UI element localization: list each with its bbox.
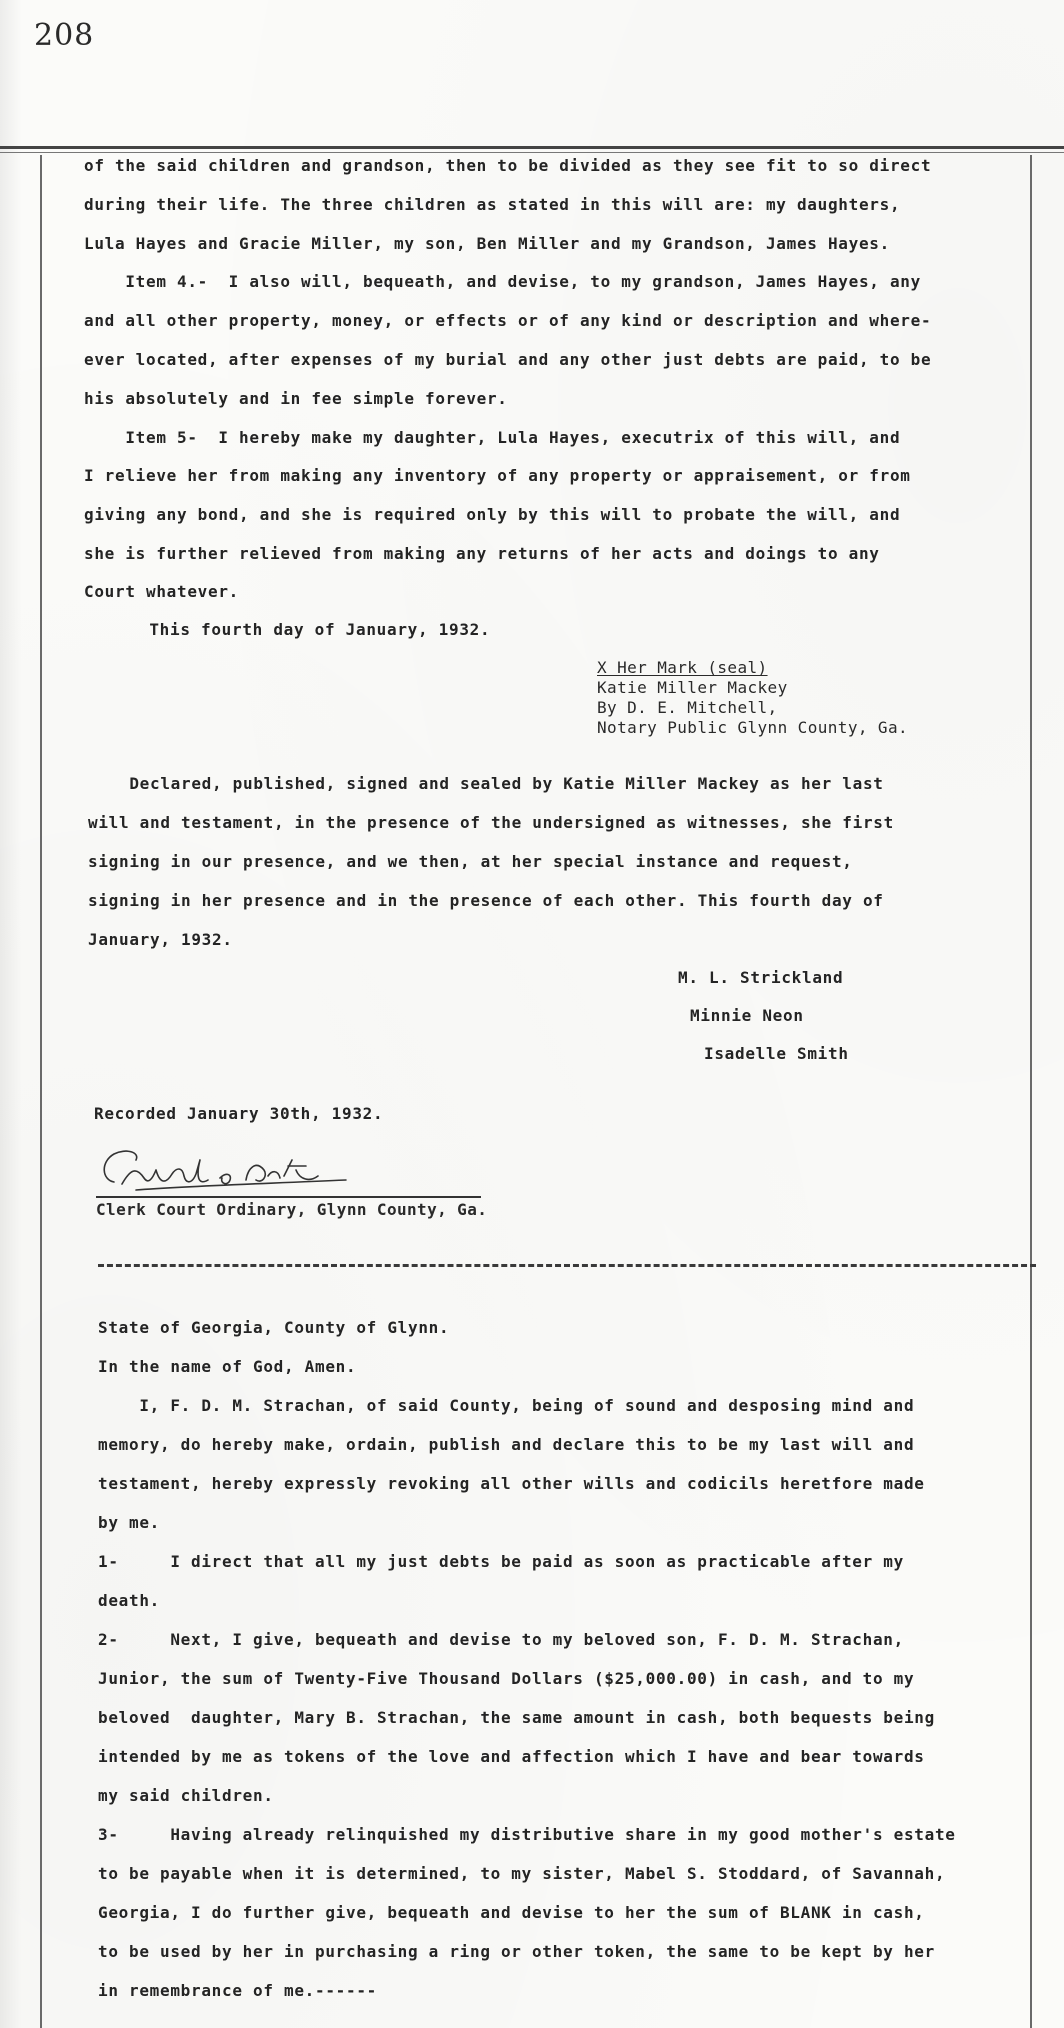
testator-name: Katie Miller Mackey xyxy=(597,678,788,697)
will1-date-line: This fourth day of January, 1932. xyxy=(108,620,491,639)
declaration-line-5: January, 1932. xyxy=(88,930,233,949)
will2-line-13: my said children. xyxy=(98,1786,274,1805)
will2-line-14: 3- Having already relinquished my distributive share in my good mother's estate xyxy=(98,1825,956,1844)
will1-line-10: giving any bond, and she is required only by this will to probate the will, and xyxy=(84,505,901,524)
will2-line-17: to be used by her in purchasing a ring or other token, the same to be kept by her xyxy=(98,1942,935,1961)
will1-line-5: and all other property, money, or effects or of any kind or description and where- xyxy=(84,311,932,330)
will1-line-11: she is further relieved from making any returns of her acts and doings to any xyxy=(84,544,880,563)
notary-title: Notary Public Glynn County, Ga. xyxy=(597,718,909,737)
will2-line-9: 2- Next, I give, bequeath and devise to my beloved son, F. D. M. Strachan, xyxy=(98,1630,904,1649)
will2-line-2: In the name of God, Amen. xyxy=(98,1357,357,1376)
dashed-separator xyxy=(98,1264,1036,1267)
will1-line-3: Lula Hayes and Gracie Miller, my son, Ben Miller and my Grandson, James Hayes. xyxy=(84,234,890,253)
scan-edge-shade xyxy=(0,0,22,2028)
will2-line-11: beloved daughter, Mary B. Strachan, the same amount in cash, both bequests being xyxy=(98,1708,935,1727)
clerk-signature-rule xyxy=(96,1196,481,1198)
will2-line-1: State of Georgia, County of Glynn. xyxy=(98,1318,450,1337)
will2-line-15: to be payable when it is determined, to my sister, Mabel S. Stoddard, of Savannah, xyxy=(98,1864,946,1883)
witness-3: Isadelle Smith xyxy=(704,1044,849,1063)
will2-line-8: death. xyxy=(98,1591,160,1610)
will2-line-18: in remembrance of me.------ xyxy=(98,1981,377,2000)
top-rule-thin xyxy=(0,152,1064,153)
will2-line-6: by me. xyxy=(98,1513,160,1532)
testator-by: By D. E. Mitchell, xyxy=(597,698,778,717)
will1-line-4: Item 4.- I also will, bequeath, and devise, to my grandson, James Hayes, any xyxy=(84,272,921,291)
top-rule xyxy=(0,146,1064,149)
witness-2: Minnie Neon xyxy=(690,1006,804,1025)
will2-line-10: Junior, the sum of Twenty-Five Thousand Dollars ($25,000.00) in cash, and to my xyxy=(98,1669,915,1688)
will1-line-7: his absolutely and in fee simple forever. xyxy=(84,389,508,408)
will1-line-2: during their life. The three children as stated in this will are: my daughters, xyxy=(84,195,901,214)
recorded-date: Recorded January 30th, 1932. xyxy=(94,1104,384,1123)
will1-line-1: of the said children and grandson, then to be divided as they see fit to so direct xyxy=(84,156,932,175)
will2-line-12: intended by me as tokens of the love and affection which I have and bear towards xyxy=(98,1747,925,1766)
declaration-line-1: Declared, published, signed and sealed by Katie Miller Mackey as her last xyxy=(88,774,884,793)
will2-line-4: memory, do hereby make, ordain, publish and declare this to be my last will and xyxy=(98,1435,915,1454)
declaration-line-2: will and testament, in the presence of the undersigned as witnesses, she first xyxy=(88,813,894,832)
left-margin-line xyxy=(40,155,42,2028)
right-margin-line xyxy=(1030,155,1032,2028)
witness-1: M. L. Strickland xyxy=(678,968,844,987)
declaration-line-4: signing in her presence and in the presence of each other. This fourth day of xyxy=(88,891,884,910)
will1-line-8: Item 5- I hereby make my daughter, Lula Hayes, executrix of this will, and xyxy=(84,428,901,447)
clerk-title: Clerk Court Ordinary, Glynn County, Ga. xyxy=(96,1200,488,1219)
page-number: 208 xyxy=(34,18,95,53)
will2-line-7: 1- I direct that all my just debts be paid as soon as practicable after my xyxy=(98,1552,904,1571)
will1-line-12: Court whatever. xyxy=(84,582,239,601)
clerk-handwritten-signature xyxy=(96,1140,356,1200)
will2-line-3: I, F. D. M. Strachan, of said County, being of sound and desposing mind and xyxy=(98,1396,915,1415)
will2-line-16: Georgia, I do further give, bequeath and devise to her the sum of BLANK in cash, xyxy=(98,1903,925,1922)
will2-line-5: testament, hereby expressly revoking all other wills and codicils heretfore made xyxy=(98,1474,925,1493)
declaration-line-3: signing in our presence, and we then, at her special instance and request, xyxy=(88,852,853,871)
testator-mark: X Her Mark (seal) xyxy=(597,658,768,677)
will1-line-9: I relieve her from making any inventory of any property or appraisement, or from xyxy=(84,466,911,485)
will1-line-6: ever located, after expenses of my burial and any other just debts are paid, to be xyxy=(84,350,932,369)
